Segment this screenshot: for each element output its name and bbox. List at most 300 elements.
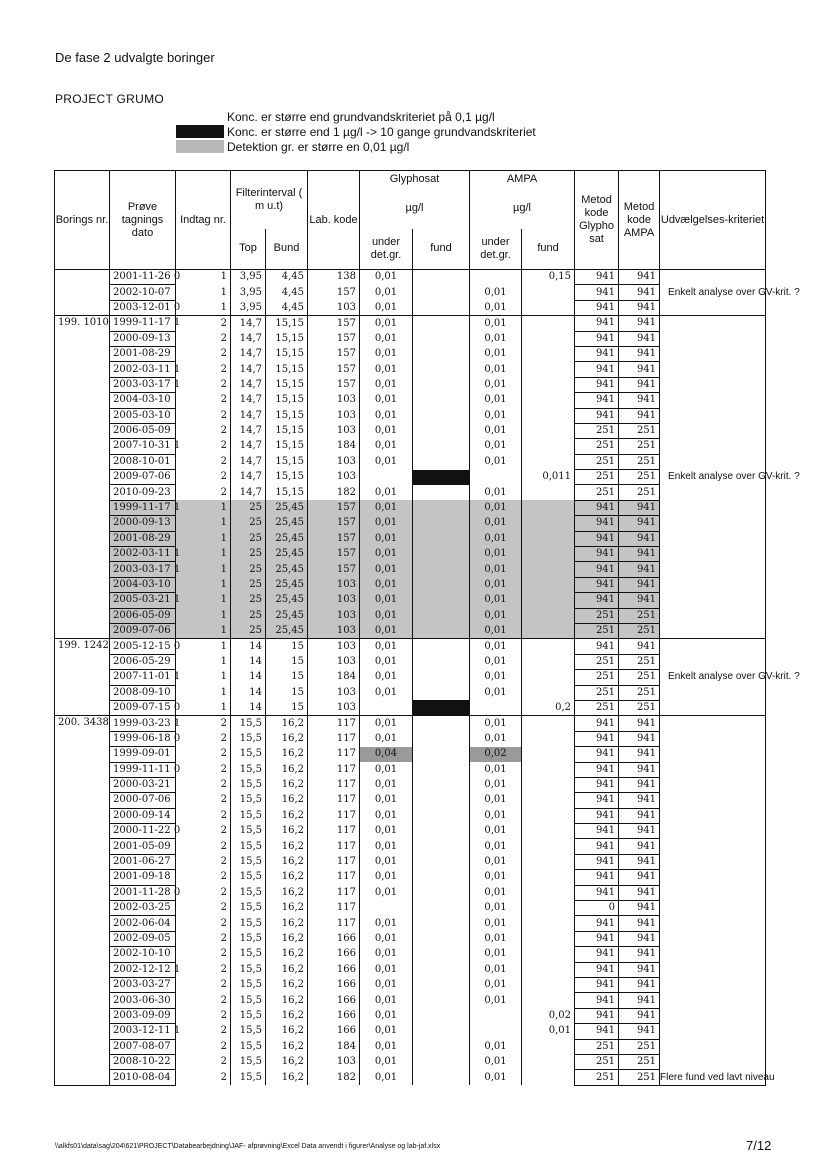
glyphosat-under-cell: 0,01 bbox=[360, 408, 413, 423]
project-name: PROJECT GRUMO bbox=[55, 92, 165, 106]
glyphosat-fund-cell bbox=[413, 439, 470, 454]
metod-ampa-cell: 941 bbox=[619, 901, 660, 916]
ampa-fund-cell bbox=[522, 716, 575, 731]
col-header-udvaelgelse: Udvælgelses-kriteriet bbox=[660, 171, 766, 270]
bund-cell: 25,45 bbox=[266, 531, 308, 546]
lab-cell: 117 bbox=[308, 747, 360, 762]
table-row bbox=[55, 977, 766, 992]
glyphosat-under-cell: 0,01 bbox=[360, 547, 413, 562]
udvaelgelse-cell: Enkelt analyse over GV-krit. ? bbox=[660, 270, 766, 316]
date-cell: 2010-09-23 bbox=[110, 485, 176, 500]
glyphosat-under-cell: 0,01 bbox=[360, 377, 413, 392]
metod-ampa-cell: 941 bbox=[619, 793, 660, 808]
metod-glyphosat-cell: 941 bbox=[575, 346, 619, 361]
metod-glyphosat-cell: 941 bbox=[575, 808, 619, 823]
bund-cell: 15,15 bbox=[266, 470, 308, 485]
metod-ampa-cell: 941 bbox=[619, 808, 660, 823]
indtag-cell: 2 bbox=[176, 993, 231, 1008]
ampa-fund-cell bbox=[522, 962, 575, 977]
metod-ampa-cell: 941 bbox=[619, 393, 660, 408]
date-cell: 1999-11-17 1 bbox=[110, 500, 176, 515]
ampa-fund-cell bbox=[522, 285, 575, 300]
metod-ampa-cell: 941 bbox=[619, 962, 660, 977]
indtag-cell: 2 bbox=[176, 1070, 231, 1085]
ampa-under-cell: 0,01 bbox=[470, 531, 522, 546]
metod-ampa-cell: 251 bbox=[619, 485, 660, 500]
top-cell: 25 bbox=[231, 531, 266, 546]
top-cell: 25 bbox=[231, 593, 266, 608]
indtag-cell: 2 bbox=[176, 793, 231, 808]
lab-cell: 103 bbox=[308, 408, 360, 423]
ampa-fund-cell bbox=[522, 300, 575, 315]
date-cell: 2007-10-31 1 bbox=[110, 439, 176, 454]
top-cell: 3,95 bbox=[231, 285, 266, 300]
indtag-cell: 2 bbox=[176, 393, 231, 408]
glyphosat-fund-cell bbox=[413, 916, 470, 931]
date-cell: 2005-12-15 0 bbox=[110, 639, 176, 654]
ampa-under-cell: 0,01 bbox=[470, 423, 522, 438]
glyphosat-fund-cell bbox=[413, 547, 470, 562]
table-row bbox=[55, 916, 766, 931]
metod-glyphosat-cell: 941 bbox=[575, 993, 619, 1008]
glyphosat-fund-cell bbox=[413, 485, 470, 500]
lab-cell: 103 bbox=[308, 593, 360, 608]
col-header-borings: Borings nr. bbox=[55, 171, 110, 270]
top-cell: 3,95 bbox=[231, 270, 266, 285]
lab-cell: 157 bbox=[308, 500, 360, 515]
metod-glyphosat-cell: 251 bbox=[575, 654, 619, 669]
ampa-fund-cell bbox=[522, 423, 575, 438]
table-row bbox=[55, 870, 766, 885]
top-cell: 14,7 bbox=[231, 439, 266, 454]
glyphosat-fund-cell bbox=[413, 593, 470, 608]
indtag-cell: 2 bbox=[176, 777, 231, 792]
table-row bbox=[55, 947, 766, 962]
metod-ampa-cell: 941 bbox=[619, 377, 660, 392]
glyphosat-under-cell: 0,01 bbox=[360, 824, 413, 839]
glyphosat-under-cell: 0,01 bbox=[360, 316, 413, 331]
glyphosat-under-cell: 0,01 bbox=[360, 670, 413, 685]
bund-cell: 15,15 bbox=[266, 485, 308, 500]
glyphosat-fund-cell bbox=[413, 854, 470, 869]
bund-cell: 16,2 bbox=[266, 747, 308, 762]
boring-nr-cell: 199. 1242 bbox=[55, 639, 110, 716]
ampa-fund-cell bbox=[522, 577, 575, 592]
bund-cell: 25,45 bbox=[266, 562, 308, 577]
indtag-cell: 1 bbox=[176, 300, 231, 315]
top-cell: 15,5 bbox=[231, 839, 266, 854]
indtag-cell: 2 bbox=[176, 808, 231, 823]
metod-ampa-cell: 251 bbox=[619, 1070, 660, 1085]
bund-cell: 16,2 bbox=[266, 1024, 308, 1039]
date-cell: 2000-11-22 0 bbox=[110, 824, 176, 839]
metod-glyphosat-cell: 941 bbox=[575, 270, 619, 285]
date-cell: 2003-03-17 1 bbox=[110, 562, 176, 577]
indtag-cell: 2 bbox=[176, 731, 231, 746]
date-cell: 2001-11-28 0 bbox=[110, 885, 176, 900]
lab-cell: 117 bbox=[308, 716, 360, 731]
lab-cell: 117 bbox=[308, 885, 360, 900]
ampa-under-cell: 0,01 bbox=[470, 300, 522, 315]
table-row bbox=[55, 931, 766, 946]
glyphosat-fund-cell bbox=[413, 393, 470, 408]
bund-cell: 16,2 bbox=[266, 916, 308, 931]
glyphosat-under-cell: 0,01 bbox=[360, 485, 413, 500]
glyphosat-fund-cell bbox=[413, 408, 470, 423]
indtag-cell: 2 bbox=[176, 1024, 231, 1039]
table-row bbox=[55, 700, 766, 715]
metod-ampa-cell: 941 bbox=[619, 577, 660, 592]
lab-cell: 157 bbox=[308, 316, 360, 331]
metod-ampa-cell: 251 bbox=[619, 608, 660, 623]
table-row bbox=[55, 316, 766, 331]
metod-ampa-cell: 941 bbox=[619, 500, 660, 515]
indtag-cell: 1 bbox=[176, 639, 231, 654]
top-cell: 25 bbox=[231, 516, 266, 531]
metod-ampa-cell: 941 bbox=[619, 516, 660, 531]
top-cell: 15,5 bbox=[231, 762, 266, 777]
indtag-cell: 2 bbox=[176, 408, 231, 423]
ampa-fund-cell bbox=[522, 393, 575, 408]
top-cell: 14 bbox=[231, 654, 266, 669]
indtag-cell: 2 bbox=[176, 331, 231, 346]
bund-cell: 25,45 bbox=[266, 623, 308, 638]
indtag-cell: 1 bbox=[176, 608, 231, 623]
indtag-cell: 1 bbox=[176, 670, 231, 685]
ampa-under-cell bbox=[470, 270, 522, 285]
date-cell: 2010-08-04 bbox=[110, 1070, 176, 1085]
metod-glyphosat-cell: 941 bbox=[575, 931, 619, 946]
metod-glyphosat-cell: 941 bbox=[575, 762, 619, 777]
metod-ampa-cell: 941 bbox=[619, 593, 660, 608]
glyphosat-under-cell: 0,01 bbox=[360, 362, 413, 377]
bund-cell: 16,2 bbox=[266, 1008, 308, 1023]
bund-cell: 15 bbox=[266, 700, 308, 715]
ampa-fund-cell bbox=[522, 824, 575, 839]
metod-ampa-cell: 941 bbox=[619, 408, 660, 423]
glyphosat-fund-cell bbox=[413, 824, 470, 839]
ampa-under-cell: 0,01 bbox=[470, 285, 522, 300]
glyphosat-under-cell: 0,01 bbox=[360, 870, 413, 885]
glyphosat-fund-cell bbox=[413, 331, 470, 346]
metod-ampa-cell: 251 bbox=[619, 439, 660, 454]
date-cell: 2003-09-09 bbox=[110, 1008, 176, 1023]
metod-glyphosat-cell: 941 bbox=[575, 316, 619, 331]
lab-cell: 103 bbox=[308, 577, 360, 592]
col-header-indtag: Indtag nr. bbox=[176, 171, 231, 270]
udvaelgelse-cell: Enkelt analyse over GV-krit. ? bbox=[660, 316, 766, 639]
glyphosat-fund-cell bbox=[413, 377, 470, 392]
boring-nr-cell bbox=[55, 270, 110, 316]
boring-table bbox=[54, 170, 800, 1086]
table-row bbox=[55, 377, 766, 392]
col-header-under-ampa: under det.gr. bbox=[470, 229, 522, 270]
ampa-fund-cell bbox=[522, 977, 575, 992]
bund-cell: 4,45 bbox=[266, 300, 308, 315]
metod-ampa-cell: 941 bbox=[619, 531, 660, 546]
date-cell: 2003-12-11 1 bbox=[110, 1024, 176, 1039]
bund-cell: 16,2 bbox=[266, 931, 308, 946]
indtag-cell: 1 bbox=[176, 654, 231, 669]
lab-cell: 166 bbox=[308, 993, 360, 1008]
bund-cell: 4,45 bbox=[266, 285, 308, 300]
boring-nr-cell: 200. 3438 bbox=[55, 716, 110, 1085]
glyphosat-under-cell: 0,01 bbox=[360, 454, 413, 469]
date-cell: 1999-11-17 1 bbox=[110, 316, 176, 331]
top-cell: 25 bbox=[231, 623, 266, 638]
glyphosat-fund-cell bbox=[413, 731, 470, 746]
glyphosat-under-cell: 0,01 bbox=[360, 731, 413, 746]
metod-glyphosat-cell: 941 bbox=[575, 916, 619, 931]
ampa-fund-cell bbox=[522, 731, 575, 746]
date-cell: 2001-08-29 bbox=[110, 346, 176, 361]
date-cell: 2003-06-30 bbox=[110, 993, 176, 1008]
glyphosat-under-cell: 0,01 bbox=[360, 716, 413, 731]
ampa-under-cell bbox=[470, 470, 522, 485]
glyphosat-fund-cell bbox=[413, 500, 470, 515]
indtag-cell: 2 bbox=[176, 931, 231, 946]
ampa-fund-cell bbox=[522, 346, 575, 361]
bund-cell: 15,15 bbox=[266, 423, 308, 438]
lab-cell: 117 bbox=[308, 854, 360, 869]
table-row bbox=[55, 793, 766, 808]
date-cell: 2005-03-21 1 bbox=[110, 593, 176, 608]
ampa-fund-cell bbox=[522, 593, 575, 608]
date-cell: 2002-10-07 bbox=[110, 285, 176, 300]
date-cell: 2001-05-09 bbox=[110, 839, 176, 854]
glyphosat-under-cell: 0,01 bbox=[360, 562, 413, 577]
table-row bbox=[55, 716, 766, 731]
glyphosat-fund-cell bbox=[413, 623, 470, 638]
glyphosat-fund-cell bbox=[413, 516, 470, 531]
glyphosat-fund-cell bbox=[413, 1024, 470, 1039]
glyphosat-under-cell: 0,01 bbox=[360, 1039, 413, 1054]
bund-cell: 15,15 bbox=[266, 331, 308, 346]
ampa-fund-cell bbox=[522, 993, 575, 1008]
top-cell: 15,5 bbox=[231, 901, 266, 916]
ampa-fund-cell bbox=[522, 485, 575, 500]
unit-ampa: µg/l bbox=[470, 189, 575, 229]
ampa-under-cell: 0,01 bbox=[470, 408, 522, 423]
glyphosat-under-cell: 0,01 bbox=[360, 885, 413, 900]
indtag-cell: 2 bbox=[176, 947, 231, 962]
indtag-cell: 2 bbox=[176, 901, 231, 916]
top-cell: 14,7 bbox=[231, 331, 266, 346]
bund-cell: 16,2 bbox=[266, 947, 308, 962]
date-cell: 2000-09-13 bbox=[110, 516, 176, 531]
col-header-filter: Filterinterval ( m u.t) bbox=[231, 171, 308, 229]
table-row bbox=[55, 439, 766, 454]
top-cell: 14,7 bbox=[231, 408, 266, 423]
metod-glyphosat-cell: 941 bbox=[575, 393, 619, 408]
glyphosat-fund-cell bbox=[413, 1008, 470, 1023]
ampa-under-cell bbox=[470, 700, 522, 715]
indtag-cell: 2 bbox=[176, 316, 231, 331]
indtag-cell: 2 bbox=[176, 346, 231, 361]
ampa-under-cell: 0,01 bbox=[470, 916, 522, 931]
date-cell: 2000-09-13 bbox=[110, 331, 176, 346]
ampa-fund-cell bbox=[522, 454, 575, 469]
ampa-fund-cell bbox=[522, 623, 575, 638]
lab-cell: 166 bbox=[308, 1008, 360, 1023]
table-row bbox=[55, 408, 766, 423]
table-row bbox=[55, 331, 766, 346]
glyphosat-under-cell: 0,01 bbox=[360, 654, 413, 669]
table-row bbox=[55, 470, 766, 485]
col-header-metod-glyphosat: Metod kode Glypho sat bbox=[575, 171, 619, 270]
metod-ampa-cell: 251 bbox=[619, 470, 660, 485]
table-row bbox=[55, 747, 766, 762]
metod-glyphosat-cell: 251 bbox=[575, 670, 619, 685]
metod-glyphosat-cell: 941 bbox=[575, 716, 619, 731]
top-cell: 14 bbox=[231, 685, 266, 700]
bund-cell: 4,45 bbox=[266, 270, 308, 285]
date-cell: 1999-09-01 bbox=[110, 747, 176, 762]
glyphosat-under-cell: 0,01 bbox=[360, 931, 413, 946]
table-row bbox=[55, 1039, 766, 1054]
date-cell: 2001-09-18 bbox=[110, 870, 176, 885]
glyphosat-fund-cell bbox=[413, 870, 470, 885]
metod-ampa-cell: 941 bbox=[619, 947, 660, 962]
indtag-cell: 2 bbox=[176, 977, 231, 992]
ampa-under-cell: 0,01 bbox=[470, 977, 522, 992]
table-row bbox=[55, 423, 766, 438]
date-cell: 2002-12-12 1 bbox=[110, 962, 176, 977]
table-row bbox=[55, 685, 766, 700]
glyphosat-fund-cell bbox=[413, 901, 470, 916]
lab-cell: 157 bbox=[308, 377, 360, 392]
bund-cell: 25,45 bbox=[266, 593, 308, 608]
table-row bbox=[55, 270, 766, 285]
bund-cell: 15,15 bbox=[266, 408, 308, 423]
top-cell: 25 bbox=[231, 562, 266, 577]
ampa-fund-cell bbox=[522, 947, 575, 962]
metod-glyphosat-cell: 251 bbox=[575, 439, 619, 454]
glyphosat-under-cell: 0,04 bbox=[360, 747, 413, 762]
metod-glyphosat-cell: 251 bbox=[575, 470, 619, 485]
lab-cell: 182 bbox=[308, 485, 360, 500]
top-cell: 15,5 bbox=[231, 824, 266, 839]
bund-cell: 25,45 bbox=[266, 516, 308, 531]
lab-cell: 103 bbox=[308, 639, 360, 654]
date-cell: 2000-09-14 bbox=[110, 808, 176, 823]
lab-cell: 103 bbox=[308, 685, 360, 700]
table-row bbox=[55, 839, 766, 854]
glyphosat-under-cell: 0,01 bbox=[360, 285, 413, 300]
metod-glyphosat-cell: 251 bbox=[575, 485, 619, 500]
ampa-under-cell: 0,01 bbox=[470, 808, 522, 823]
legend-text: Detektion gr. er større en 0,01 µg/l bbox=[227, 139, 410, 154]
ampa-under-cell: 0,01 bbox=[470, 1054, 522, 1069]
metod-ampa-cell: 941 bbox=[619, 824, 660, 839]
bund-cell: 16,2 bbox=[266, 824, 308, 839]
metod-ampa-cell: 941 bbox=[619, 977, 660, 992]
glyphosat-fund-cell bbox=[413, 654, 470, 669]
metod-glyphosat-cell: 941 bbox=[575, 577, 619, 592]
indtag-cell: 1 bbox=[176, 270, 231, 285]
ampa-under-cell: 0,02 bbox=[470, 747, 522, 762]
date-cell: 2001-11-26 0 bbox=[110, 270, 176, 285]
glyphosat-fund-cell bbox=[413, 531, 470, 546]
top-cell: 15,5 bbox=[231, 916, 266, 931]
ampa-fund-cell bbox=[522, 408, 575, 423]
table-row bbox=[55, 901, 766, 916]
metod-ampa-cell: 251 bbox=[619, 1039, 660, 1054]
glyphosat-under-cell: 0,01 bbox=[360, 1070, 413, 1085]
table-row bbox=[55, 1070, 766, 1085]
metod-ampa-cell: 251 bbox=[619, 654, 660, 669]
glyphosat-under-cell: 0,01 bbox=[360, 346, 413, 361]
indtag-cell: 1 bbox=[176, 623, 231, 638]
lab-cell: 157 bbox=[308, 346, 360, 361]
legend-swatch-black bbox=[176, 125, 224, 138]
lab-cell: 103 bbox=[308, 608, 360, 623]
bund-cell: 16,2 bbox=[266, 962, 308, 977]
ampa-fund-cell bbox=[522, 531, 575, 546]
table-row bbox=[55, 962, 766, 977]
bund-cell: 16,2 bbox=[266, 762, 308, 777]
table-row bbox=[55, 670, 766, 685]
metod-ampa-cell: 941 bbox=[619, 562, 660, 577]
glyphosat-fund-cell bbox=[413, 423, 470, 438]
glyphosat-under-cell bbox=[360, 470, 413, 485]
glyphosat-under-cell: 0,01 bbox=[360, 777, 413, 792]
lab-cell: 117 bbox=[308, 793, 360, 808]
top-cell: 15,5 bbox=[231, 870, 266, 885]
indtag-cell: 2 bbox=[176, 824, 231, 839]
date-cell: 2002-03-11 1 bbox=[110, 547, 176, 562]
metod-ampa-cell: 941 bbox=[619, 870, 660, 885]
glyphosat-under-cell bbox=[360, 901, 413, 916]
ampa-under-cell: 0,01 bbox=[470, 870, 522, 885]
date-cell: 2009-07-15 0 bbox=[110, 700, 176, 715]
ampa-under-cell: 0,01 bbox=[470, 377, 522, 392]
date-cell: 1999-11-11 0 bbox=[110, 762, 176, 777]
top-cell: 25 bbox=[231, 500, 266, 515]
glyphosat-under-cell: 0,01 bbox=[360, 1024, 413, 1039]
legend-row bbox=[176, 124, 536, 139]
indtag-cell: 2 bbox=[176, 716, 231, 731]
glyphosat-under-cell: 0,01 bbox=[360, 1054, 413, 1069]
metod-glyphosat-cell: 251 bbox=[575, 1070, 619, 1085]
udvaelgelse-cell: Enkelt analyse over GV-krit. ? bbox=[660, 639, 766, 716]
lab-cell: 117 bbox=[308, 777, 360, 792]
glyphosat-under-cell: 0,01 bbox=[360, 839, 413, 854]
metod-glyphosat-cell: 941 bbox=[575, 854, 619, 869]
ampa-fund-cell bbox=[522, 562, 575, 577]
ampa-fund-cell bbox=[522, 901, 575, 916]
metod-glyphosat-cell: 251 bbox=[575, 423, 619, 438]
top-cell: 15,5 bbox=[231, 777, 266, 792]
glyphosat-under-cell: 0,01 bbox=[360, 854, 413, 869]
lab-cell: 117 bbox=[308, 824, 360, 839]
metod-glyphosat-cell: 251 bbox=[575, 608, 619, 623]
top-cell: 25 bbox=[231, 577, 266, 592]
footer-file-path: \\alkfs01\data\sag\204\621\PROJECT\Databearbejdning\JAF- afprøvning\Excel Data anvendt i figurer\Analyse og lab-jaf.xlsx bbox=[55, 1143, 441, 1150]
ampa-under-cell: 0,01 bbox=[470, 839, 522, 854]
bund-cell: 16,2 bbox=[266, 731, 308, 746]
ampa-under-cell: 0,01 bbox=[470, 670, 522, 685]
metod-glyphosat-cell: 941 bbox=[575, 747, 619, 762]
indtag-cell: 2 bbox=[176, 1008, 231, 1023]
top-cell: 25 bbox=[231, 547, 266, 562]
glyphosat-fund-cell bbox=[413, 700, 470, 715]
metod-ampa-cell: 941 bbox=[619, 716, 660, 731]
date-cell: 2008-10-01 bbox=[110, 454, 176, 469]
indtag-cell: 2 bbox=[176, 439, 231, 454]
ampa-under-cell: 0,01 bbox=[470, 993, 522, 1008]
top-cell: 15,5 bbox=[231, 947, 266, 962]
